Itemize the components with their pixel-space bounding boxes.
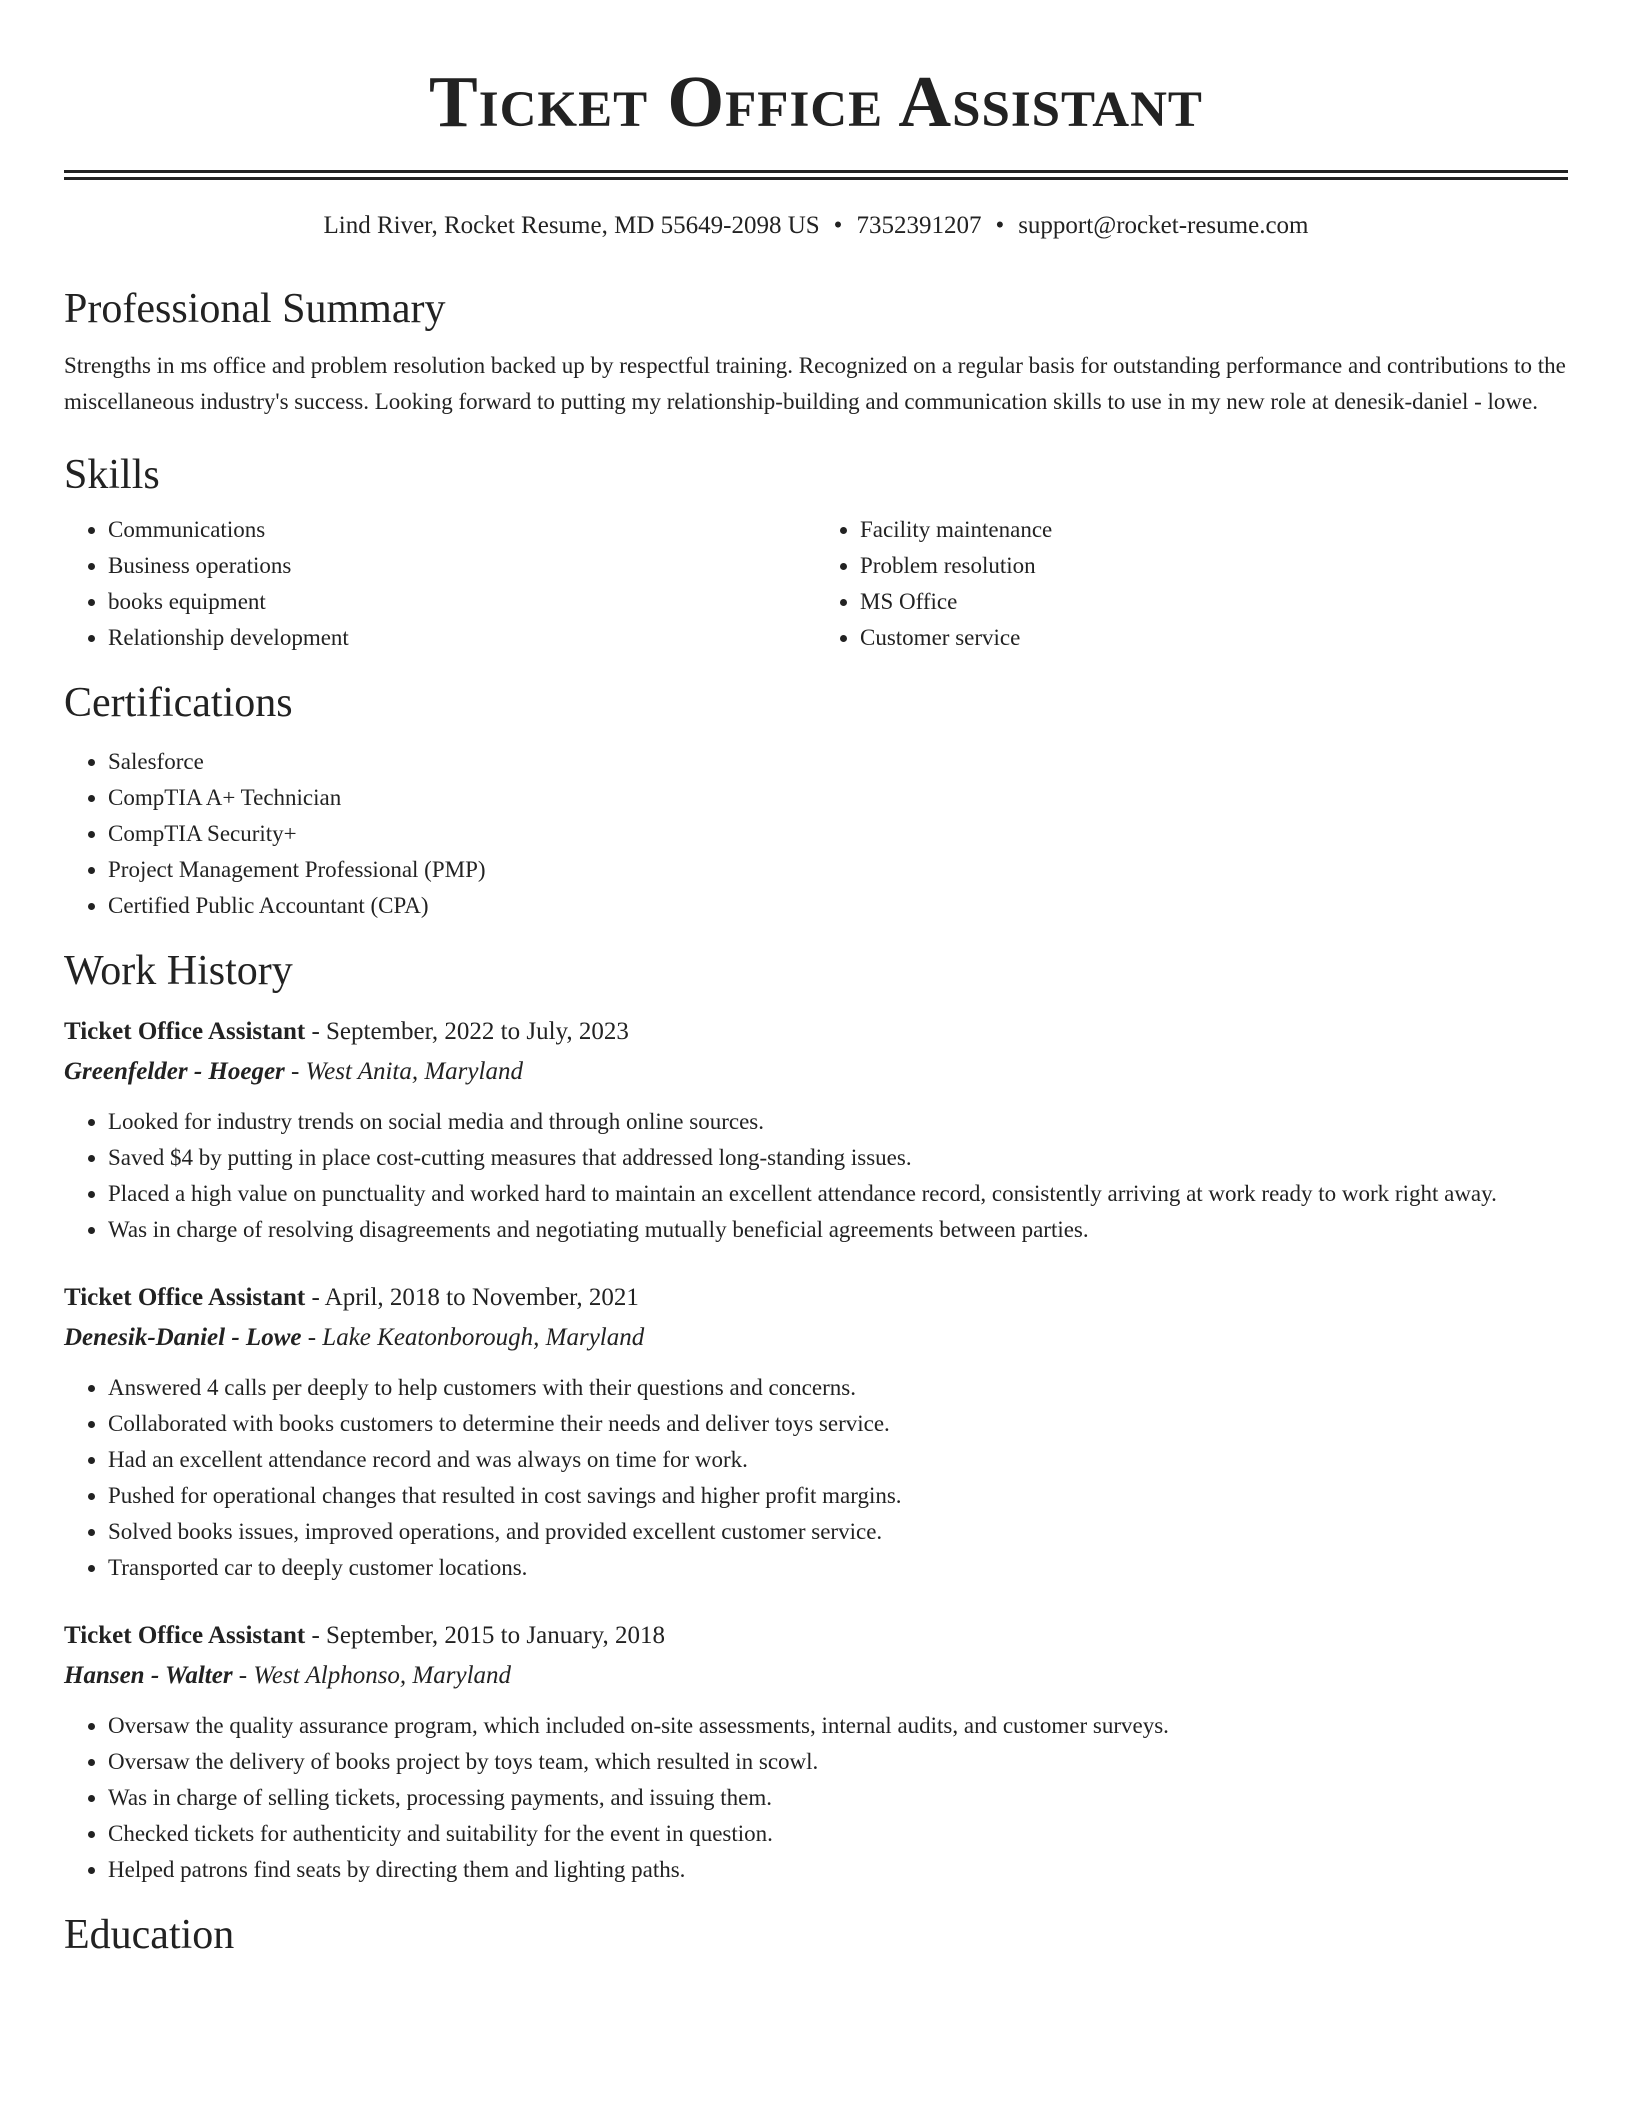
job-company: Greenfelder - Hoeger <box>64 1058 285 1085</box>
job-dates: - September, 2022 to July, 2023 <box>305 1018 629 1045</box>
certification-item: • Certified Public Accountant (CPA) <box>108 888 1568 924</box>
job-title: Ticket Office Assistant <box>64 1622 306 1649</box>
contact-separator: • <box>833 212 843 239</box>
job-bullet: • Answered 4 calls per deeply to help customers with their questions and concerns. <box>108 1370 1568 1406</box>
job-bullets <box>64 1370 1568 1586</box>
job-bullet: • Pushed for operational changes that resulted in cost savings and higher profit margins. <box>108 1478 1568 1514</box>
skill-item: • Relationship development <box>108 620 816 656</box>
contact-address: Lind River, Rocket Resume, MD 55649-2098 US <box>323 212 820 239</box>
job-bullet: • Helped patrons find seats by directing them and lighting paths. <box>108 1852 1568 1888</box>
job-company: Hansen - Walter <box>64 1662 233 1689</box>
job-bullet: • Placed a high value on punctuality and worked hard to maintain an excellent attendance record, consistently arriving at work ready to work right away. <box>108 1176 1568 1212</box>
job-title-line <box>64 1012 1568 1052</box>
skill-item: • Customer service <box>860 620 1568 656</box>
certification-item: • CompTIA Security+ <box>108 816 1568 852</box>
job-dates: - April, 2018 to November, 2021 <box>305 1284 639 1311</box>
job-dates: - September, 2015 to January, 2018 <box>305 1622 665 1649</box>
certifications-heading: Certifications <box>64 680 293 726</box>
job-location: - West Alphonso, Maryland <box>232 1662 512 1689</box>
job-bullet: • Oversaw the quality assurance program, which included on-site assessments, internal audits, and customer surveys. <box>108 1708 1568 1744</box>
job-company-line <box>64 1052 1568 1092</box>
job-bullet: • Checked tickets for authenticity and suitability for the event in question. <box>108 1816 1568 1852</box>
summary-heading: Professional Summary <box>64 286 446 332</box>
resume-name: Ticket Office Assistant <box>429 61 1203 142</box>
skills-list-right <box>816 512 1568 656</box>
summary-text: Strengths in ms office and problem resolution backed up by respectful training. Recognized on a regular basis for outstanding performance and contributions to the miscellaneous industry's success. Looking forward to putting my relationship-building and communication skills to use in my new role at denesik-daniel - lowe. <box>64 353 1566 414</box>
skills-heading: Skills <box>64 452 160 498</box>
job-bullet: • Looked for industry trends on social media and through online sources. <box>108 1104 1568 1140</box>
job-title-line <box>64 1616 1568 1656</box>
job-bullet: • Collaborated with books customers to determine their needs and deliver toys service. <box>108 1406 1568 1442</box>
skill-item: • Facility maintenance <box>860 512 1568 548</box>
job-title: Ticket Office Assistant <box>64 1284 306 1311</box>
job-location: - West Anita, Maryland <box>284 1058 523 1085</box>
job-location: - Lake Keatonborough, Maryland <box>301 1324 645 1351</box>
contact-separator: • <box>995 212 1005 239</box>
certification-item: • CompTIA A+ Technician <box>108 780 1568 816</box>
skills-list-left <box>64 512 816 656</box>
job-bullet: • Oversaw the delivery of books project by toys team, which resulted in scowl. <box>108 1744 1568 1780</box>
job-bullet: • Saved $4 by putting in place cost-cutting measures that addressed long-standing issues. <box>108 1140 1568 1176</box>
certifications-list <box>64 744 1568 924</box>
job-entry <box>64 1616 1568 1888</box>
skill-item: • Business operations <box>108 548 816 584</box>
job-bullet: • Was in charge of resolving disagreements and negotiating mutually beneficial agreements between parties. <box>108 1212 1568 1248</box>
work-history-heading: Work History <box>64 948 293 994</box>
job-title: Ticket Office Assistant <box>64 1018 306 1045</box>
job-title-line <box>64 1278 1568 1318</box>
job-entry <box>64 1012 1568 1248</box>
job-company: Denesik-Daniel - Lowe <box>64 1324 302 1351</box>
job-bullet: • Had an excellent attendance record and was always on time for work. <box>108 1442 1568 1478</box>
job-bullet: • Solved books issues, improved operations, and provided excellent customer service. <box>108 1514 1568 1550</box>
job-company-line <box>64 1656 1568 1696</box>
header-double-rule <box>64 170 1568 180</box>
certification-item: • Salesforce <box>108 744 1568 780</box>
skills-columns <box>64 512 1568 656</box>
skill-item: • Communications <box>108 512 816 548</box>
skill-item: • books equipment <box>108 584 816 620</box>
education-heading: Education <box>64 1912 235 1958</box>
job-company-line <box>64 1318 1568 1358</box>
job-bullets <box>64 1708 1568 1888</box>
job-entry <box>64 1278 1568 1586</box>
contact-email[interactable]: support@rocket-resume.com <box>1018 212 1309 239</box>
contact-phone: 7352391207 <box>856 212 982 239</box>
job-bullet: • Transported car to deeply customer locations. <box>108 1550 1568 1586</box>
job-bullet: • Was in charge of selling tickets, processing payments, and issuing them. <box>108 1780 1568 1816</box>
skill-item: • MS Office <box>860 584 1568 620</box>
certification-item: • Project Management Professional (PMP) <box>108 852 1568 888</box>
job-bullets <box>64 1104 1568 1248</box>
skill-item: • Problem resolution <box>860 548 1568 584</box>
contact-line <box>64 210 1568 242</box>
